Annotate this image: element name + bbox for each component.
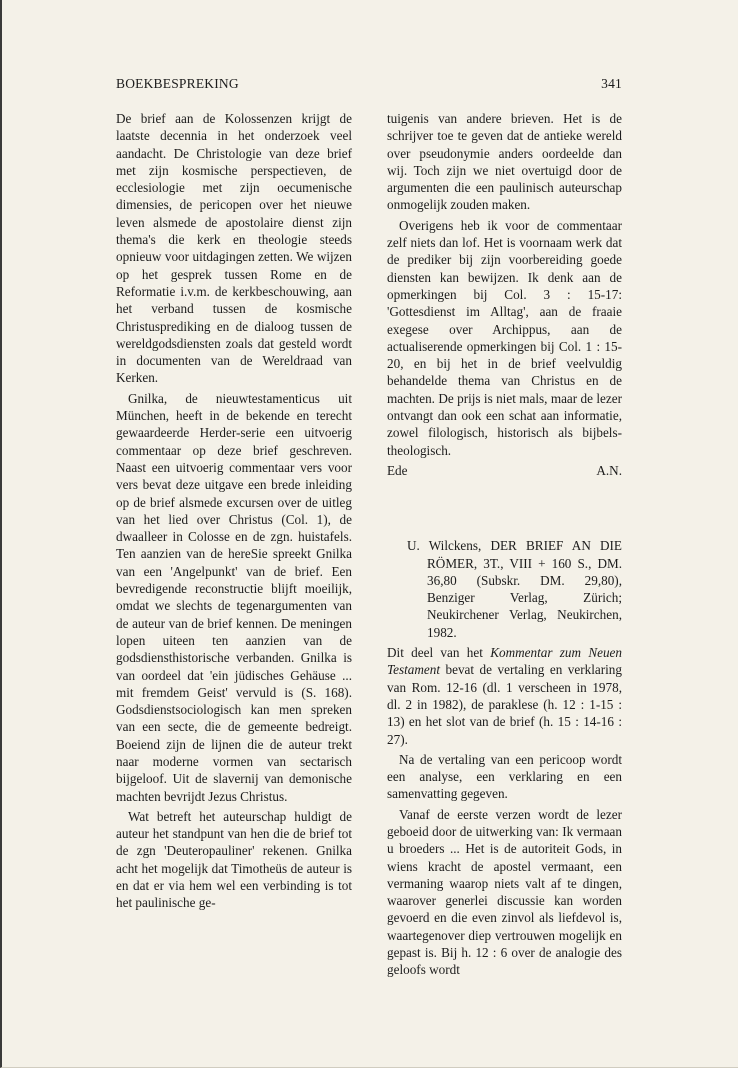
paragraph: De brief aan de Kolossenzen krijgt de laatste decennia in het onderzoek veel aandacht. De Christologie van deze brief met zijn kosmische perspectieven, de ecclesiologie met zijn oecumenische dimensies, de pericopen over het nieuwe leven alsmede de apostolaire dienst zijn thema's die kerk en theologie steeds opnieuw voor uitdagingen zetten. We wijzen op het gesprek tussen Rome en de Reformatie i.v.m. de kerkbeschouwing, aan het verband tussen de kosmische Christusprediking en de dialoog tussen de wereldgodsdiensten zoals dat gesteld wordt in documenten van de Wereldraad van Kerken. <box>116 111 352 386</box>
signature-line <box>387 462 622 479</box>
paragraph: Wat betreft het auteurschap huldigt de auteur het standpunt van hen die de brief tot de zgn 'Deuteropauliner' rekenen. Gnilka acht het mogelijk dat Timotheüs de auteur is en dat er via hem wel een verbinding is tot het paulinische ge- <box>116 808 352 911</box>
text-run: bevat de vertaling en verklaring van Rom. 12-16 (dl. 1 verscheen in 1978, dl. 2 in 1982), de paraklese (h. 12 : 1-15 : 13) en het slot van de brief (h. 15 : 14-16 : 27). <box>387 662 622 747</box>
paragraph: Vanaf de eerste verzen wordt de lezer geboeid door de uitwerking van: Ik vermaan u broeders ... Het is de autoriteit Gods, in wiens kracht de apostel vermaant, een vermaning waarop niets valt af te dingen, waarover generlei discussie kan worden gevoerd en die even zinvol als liefdevol is, waartegenover diep vertrouwen mogelijk en gepast is. Bij h. 12 : 6 over de analogie des geloofs wordt <box>387 806 622 978</box>
paragraph: Overigens heb ik voor de commentaar zelf niets dan lof. Het is voornaam werk dat de prediker bij zijn voorbereiding goede diensten kan bewijzen. Ik denk aan de opmerkingen bij Col. 3 : 15-17: 'Gottesdienst im Alltag', aan de fraaie exegese over Archippus, aan de actualiserende opmerkingen bij Col. 1 : 15-20, en bij het in de brief veelvuldig behandelde thema van Christus en de machten. De prijs is niet mals, maar de lezer ontvangt dan ook een schat aan informatie, zowel filologisch, historisch als bijbels-theologisch. <box>387 217 622 458</box>
paragraph: Gnilka, de nieuwtestamenticus uit München, heeft in de bekende en terecht gewaardeerde Herder-serie een uitvoerig commentaar op deze brief geschreven. Naast een uitvoerig commentaar vers voor vers bevat deze uitgave een brede inleiding op de brief alsmede excursen over de uitleg van het lied over Christus (Col. 1), de dwaalleer in Colosse en de zgn. huistafels. Ten aanzien van de hereSie spreekt Gnilka van een 'Angelpunkt' van de brief. Een bevredigende reconstructie blijft moeilijk, omdat we slechts de tegenargumenten van de auteur van de brief kennen. De meningen lopen uiteen ten aanzien van de godsdiensthistorische verbanden. Gnilka is van oordeel dat 'ein jüdisches Gehäuse ... mit fremdem Geist' vervuld is (S. 168). Godsdienstsociologisch kan men spreken van een secte, die de gemeente bedreigt. Boeiend zijn de lijnen die de auteur trekt naar moderne vormen van sectarisch bijgeloof. Uit de slavernij van demonische machten bevrijdt Jezus Christus. <box>116 390 352 804</box>
signature-initials: A.N. <box>596 462 622 478</box>
text-run: Dit deel van het <box>387 645 491 661</box>
paragraph: Na de vertaling van een pericoop wordt een analyse, een verklaring en een samenvatting gegeven. <box>387 751 622 802</box>
right-column <box>387 110 622 982</box>
left-column <box>116 110 352 915</box>
review-heading: U. Wilckens, DER BRIEF AN DIE RÖMER, 3T., VIII + 160 S., DM. 36,80 (Subskr. DM. 29,80), Benziger Verlag, Zürich; Neukirchener Verlag, Neukirchen, 1982. <box>407 538 622 640</box>
book-series-title: Kommentar zum Neuen Testament <box>387 645 623 678</box>
running-title: BOEKBESPREKING <box>116 76 239 91</box>
page-number: 341 <box>601 76 622 91</box>
paragraph <box>387 644 622 748</box>
signature-place: Ede <box>387 462 408 478</box>
paragraph: tuigenis van andere brieven. Het is de schrijver toe te geven dat de antieke wereld over pseudonymie anders oordeelde dan wij. Toch zijn we niet overtuigd door de argumenten die een paulinisch auteurschap onmogelijk zouden maken. <box>387 111 622 213</box>
